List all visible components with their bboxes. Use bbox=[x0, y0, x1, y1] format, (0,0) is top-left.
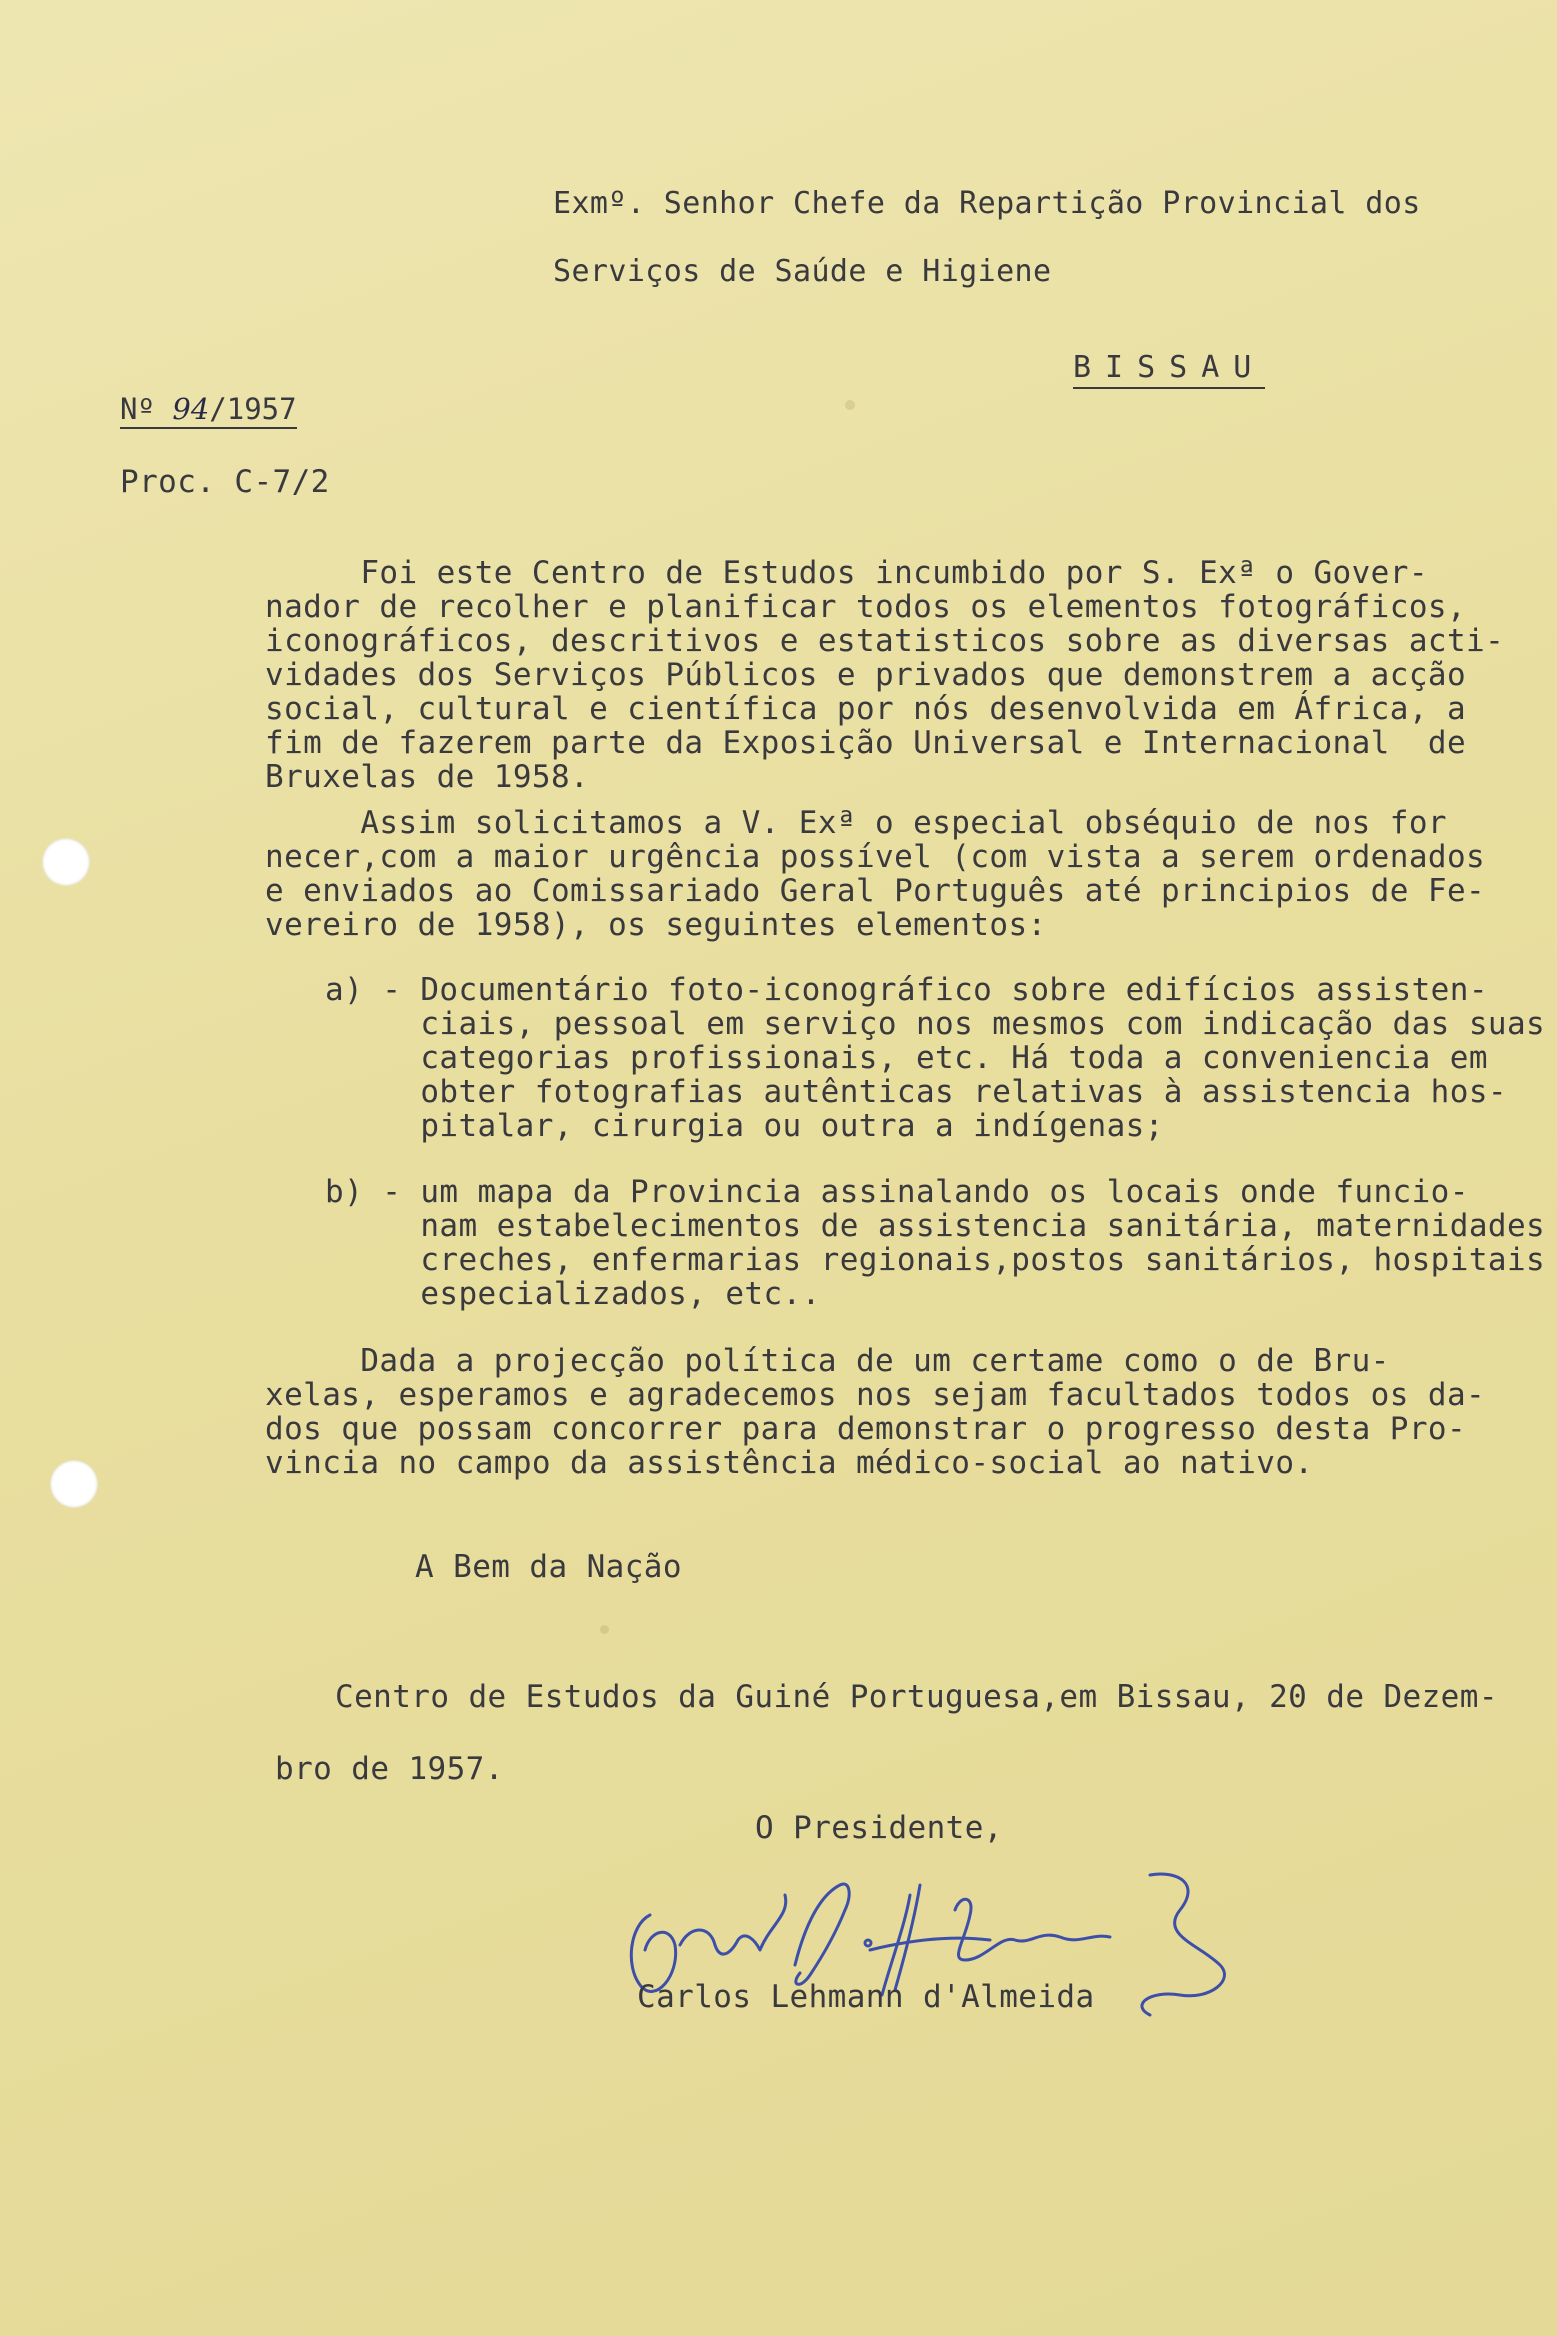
salutation: A Bem da Nação bbox=[415, 1549, 682, 1585]
list-item-line: creches, enfermarias regionais,postos sanitários, hospitais bbox=[325, 1242, 1546, 1278]
place-date-line: bro de 1957. bbox=[275, 1751, 504, 1787]
body-line: vidades dos Serviços Públicos e privados que demonstrem a acção bbox=[265, 657, 1467, 693]
list-item-line: b) - um mapa da Provincia assinalando os locais onde funcio- bbox=[325, 1174, 1469, 1210]
process-reference: Proc. C-7/2 bbox=[120, 464, 330, 500]
list-item-line: ciais, pessoal em serviço nos mesmos com indicação das suas bbox=[325, 1006, 1546, 1042]
signatory-name: Carlos Lehmann d'Almeida bbox=[637, 1979, 1095, 2015]
body-line: iconográficos, descritivos e estatisticos sobre as diversas acti- bbox=[265, 623, 1505, 659]
body-line: vereiro de 1958), os seguintes elementos: bbox=[265, 907, 1047, 943]
addressee-city: BISSAU bbox=[1073, 350, 1265, 389]
list-item-line: obter fotografias autênticas relativas à assistencia hos- bbox=[325, 1074, 1507, 1110]
addressee-line-1: Exmº. Senhor Chefe da Repartição Provincial dos bbox=[553, 186, 1421, 221]
body-line: Foi este Centro de Estudos incumbido por S. Exª o Gover- bbox=[265, 555, 1428, 591]
number-prefix: Nº bbox=[120, 392, 155, 426]
body-line: fim de fazerem parte da Exposição Universal e Internacional de bbox=[265, 725, 1467, 761]
list-item-line: especializados, etc.. bbox=[325, 1276, 821, 1312]
place-date-line: Centro de Estudos da Guiné Portuguesa,em Bissau, 20 de Dezem- bbox=[335, 1679, 1498, 1715]
punch-hole-bottom bbox=[50, 1460, 98, 1508]
paper-stain bbox=[600, 1625, 609, 1634]
handwritten-number: 94 bbox=[172, 392, 210, 426]
body-line: dos que possam concorrer para demonstrar o progresso desta Pro- bbox=[265, 1411, 1467, 1447]
body-line: necer,com a maior urgência possível (com vista a serem ordenados bbox=[265, 839, 1486, 875]
body-line: nador de recolher e planificar todos os elementos fotográficos, bbox=[265, 589, 1467, 625]
body-line: social, cultural e científica por nós desenvolvida em África, a bbox=[265, 691, 1467, 727]
number-year: /1957 bbox=[209, 392, 297, 426]
addressee-line-2: Serviços de Saúde e Higiene bbox=[553, 254, 1052, 289]
body-line: Dada a projecção política de um certame como o de Bru- bbox=[265, 1343, 1390, 1379]
body-line: Bruxelas de 1958. bbox=[265, 759, 590, 795]
body-line: e enviados ao Comissariado Geral Português até principios de Fe- bbox=[265, 873, 1486, 909]
body-line: Assim solicitamos a V. Exª o especial obséquio de nos for bbox=[265, 805, 1447, 841]
reference-number bbox=[120, 392, 297, 429]
paper-stain bbox=[845, 400, 855, 410]
list-item-line: categorias profissionais, etc. Há toda a conveniencia em bbox=[325, 1040, 1488, 1076]
list-item-line: pitalar, cirurgia ou outra a indígenas; bbox=[325, 1108, 1164, 1144]
punch-hole-top bbox=[42, 838, 90, 886]
body-line: xelas, esperamos e agradecemos nos sejam facultados todos os da- bbox=[265, 1377, 1486, 1413]
signatory-role: O Presidente, bbox=[755, 1810, 1003, 1846]
list-item-line: nam estabelecimentos de assistencia sanitária, maternidades bbox=[325, 1208, 1546, 1244]
list-item-line: a) - Documentário foto-iconográfico sobre edifícios assisten- bbox=[325, 972, 1488, 1008]
body-line: vincia no campo da assistência médico-social ao nativo. bbox=[265, 1445, 1314, 1481]
